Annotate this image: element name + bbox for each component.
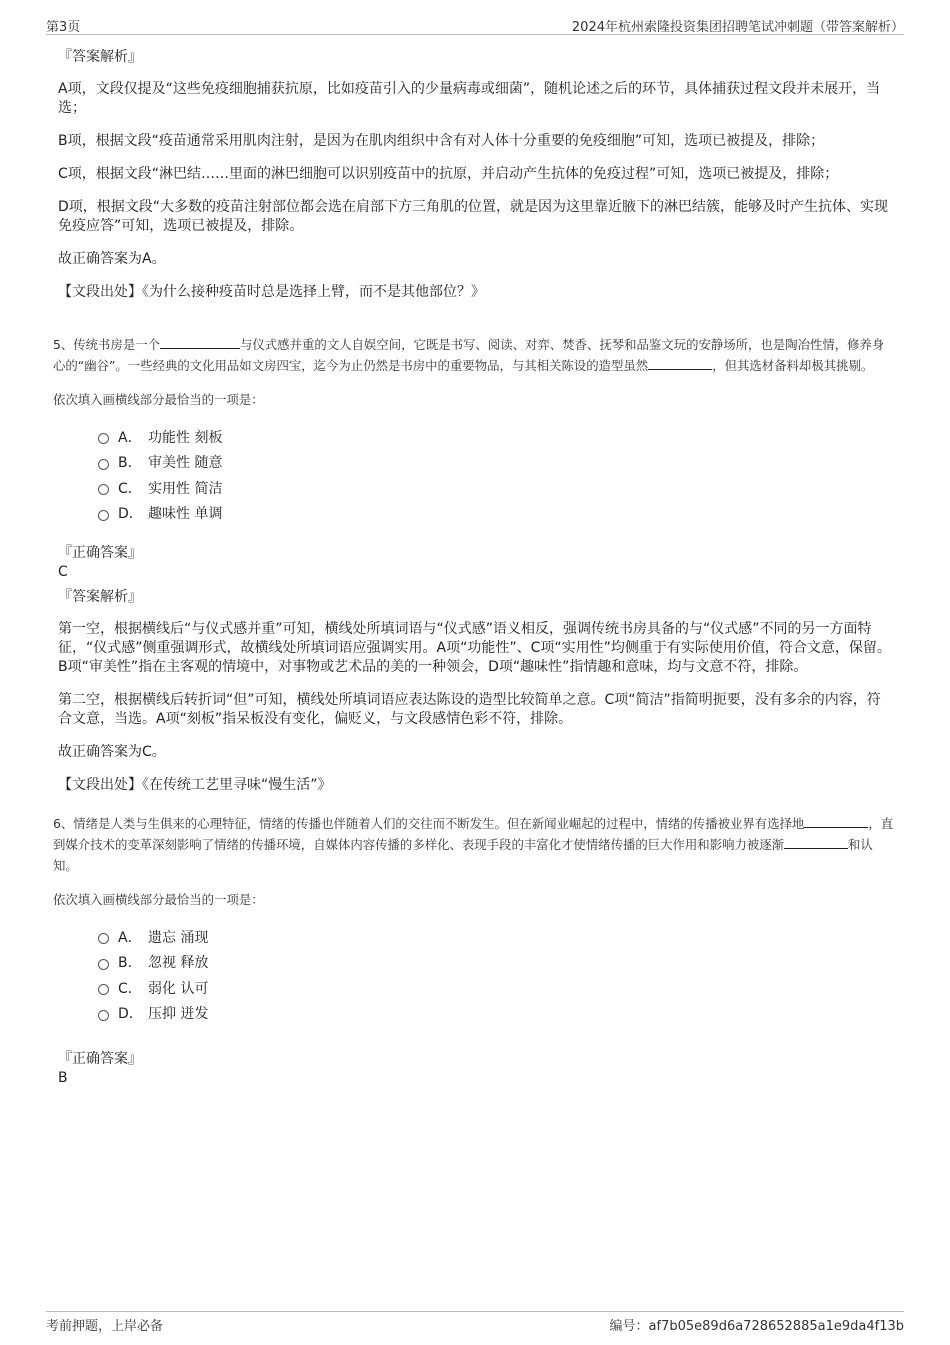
q4-analysis-a: A项，文段仅提及“这些免疫细胞捕获抗原，比如疫苗引入的少量病毒或细菌”，随机论述之后的环节，具体捕获过程文段并未展开，当选； xyxy=(58,81,881,116)
q5-question: 5、传统书房是一个 与仪式感并重的文人自娱空间，它既是书写、阅读、对弈、焚香、抚琴和品鉴文玩的安静场所，也是陶冶性情，修养身心的“幽谷”。一些经典的文化用品如文房四宝，迄今为止仍然是书房中的重要物品，与其相关陈设的造型虽然 ，但其选材备料却极其挑剔。 xyxy=(53,334,894,376)
q6-option-a[interactable]: A． 遗忘 涌现 xyxy=(98,924,894,950)
q5-options xyxy=(98,424,894,526)
q5-option-c[interactable]: C． 实用性 简洁 xyxy=(98,475,894,501)
radio-button-icon[interactable] xyxy=(98,1010,109,1021)
radio-button-icon[interactable] xyxy=(98,510,109,521)
page-header xyxy=(46,14,904,35)
radio-button-icon[interactable] xyxy=(98,984,109,995)
q5-hint: 依次填入画横线部分最恰当的一项是： xyxy=(53,392,264,407)
q6-question: 6、情绪是人类与生俱来的心理特征，情绪的传播也伴随着人们的交往而不断发生。但在新闻业崛起的过程中，情绪的传播被业界有选择地 ，直到媒介技术的变革深刻影响了情绪的传播环境，自媒体内容传播的多样化、表现手段的丰富化才使情绪传播的巨大作用和影响力被逐渐 和认知。 xyxy=(53,813,894,876)
q5-option-d[interactable]: D． 趣味性 单调 xyxy=(98,501,894,527)
page-number: 第3页 xyxy=(46,20,81,35)
q6-answer-label: 『正确答案』 xyxy=(58,1051,142,1067)
q4-analysis-d: D项，根据文段“大多数的疫苗注射部位都会选在肩部下方三角肌的位置，就是因为这里靠近腋下的淋巴结簇，能够及时产生抗体、实现免疫应答”可知，选项已被提及，排除。 xyxy=(58,199,889,234)
footer-slogan: 考前押题，上岸必备 xyxy=(46,1319,164,1334)
q5-blank-1 xyxy=(160,334,240,349)
q4-analysis-label: 『答案解析』 xyxy=(58,49,142,65)
document-title: 2024年杭州索隆投资集团招聘笔试冲刺题（带答案解析） xyxy=(571,20,904,35)
q4-source: 【文段出处】《为什么接种疫苗时总是选择上臂，而不是其他部位？》 xyxy=(58,284,485,300)
radio-button-icon[interactable] xyxy=(98,484,109,495)
document-code: 编号：af7b05e89d6a728652885a1e9da4f13b xyxy=(609,1319,904,1334)
q5-option-a[interactable]: A． 功能性 刻板 xyxy=(98,424,894,450)
radio-button-icon[interactable] xyxy=(98,959,109,970)
page-footer xyxy=(46,1311,904,1334)
q5-analysis-label: 『答案解析』 xyxy=(58,589,142,605)
q6-answer: B xyxy=(58,1070,68,1086)
page-content xyxy=(53,46,894,1086)
q5-conclusion: 故正确答案为C。 xyxy=(58,744,166,760)
q5-answer: C xyxy=(58,564,68,580)
q5-blank-2 xyxy=(648,355,712,370)
q5-source: 【文段出处】《在传统工艺里寻味“慢生活”》 xyxy=(58,777,332,793)
radio-button-icon[interactable] xyxy=(98,459,109,470)
q6-options xyxy=(98,924,894,1026)
q6-blank-1 xyxy=(804,813,868,828)
q6-option-c[interactable]: C． 弱化 认可 xyxy=(98,975,894,1001)
q6-blank-2 xyxy=(784,834,848,849)
radio-button-icon[interactable] xyxy=(98,433,109,444)
radio-button-icon[interactable] xyxy=(98,933,109,944)
q5-analysis-2: 第二空，根据横线后转折词“但”可知，横线处所填词语应表达陈设的造型比较简单之意。C项“简洁”指简明扼要，没有多余的内容，符合文意，当选。A项“刻板”指呆板没有变化，偏贬义，与文段感情色彩不符，排除。 xyxy=(58,692,881,727)
q6-option-b[interactable]: B． 忽视 释放 xyxy=(98,950,894,976)
q4-analysis-b: B项，根据文段“疫苗通常采用肌肉注射，是因为在肌肉组织中含有对人体十分重要的免疫细胞”可知，选项已被提及，排除； xyxy=(58,133,825,149)
q6-option-d[interactable]: D． 压抑 迸发 xyxy=(98,1001,894,1027)
q4-analysis-c: C项，根据文段“淋巴结……里面的淋巴细胞可以识别疫苗中的抗原，并启动产生抗体的免疫过程”可知，选项已被提及，排除； xyxy=(58,166,839,182)
q5-answer-label: 『正确答案』 xyxy=(58,545,142,561)
q5-option-b[interactable]: B． 审美性 随意 xyxy=(98,450,894,476)
q6-hint: 依次填入画横线部分最恰当的一项是： xyxy=(53,892,264,907)
q4-conclusion: 故正确答案为A。 xyxy=(58,251,166,267)
q5-analysis-1: 第一空，根据横线后“与仪式感并重”可知，横线处所填词语与“仪式感”语义相反，强调传统书房具备的与“仪式感”不同的另一方面特征，“仪式感”侧重强调形式，故横线处所填词语应强调实用。A项“功能性”、C项“实用性”均侧重于有实际使用价值，符合文意，保留。B项“审美性”指在主客观的情境中，对事物或艺术品的美的一种领会，D项“趣味性”指情趣和意味，均与文意不符，排除。 xyxy=(58,621,891,675)
